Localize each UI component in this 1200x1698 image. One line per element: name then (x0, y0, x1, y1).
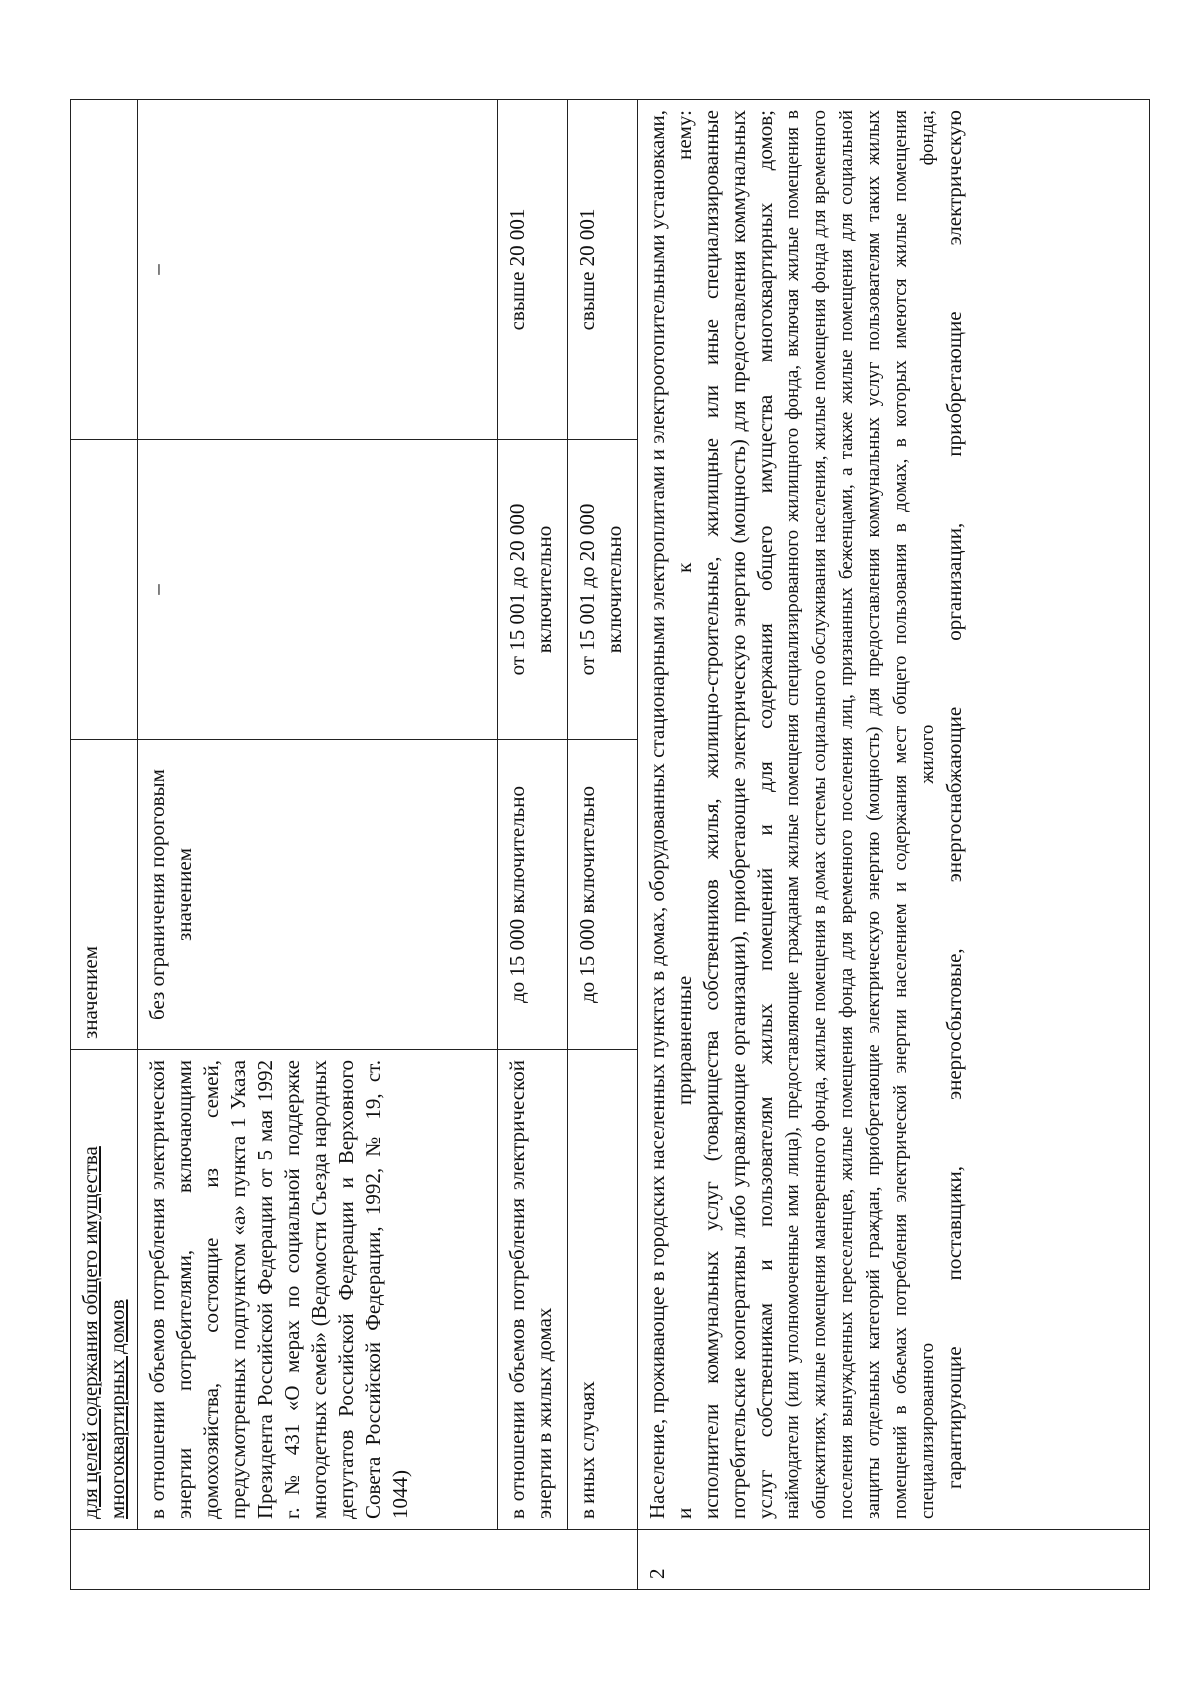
threshold-cell: без ограничения пороговым значением (138, 740, 498, 1050)
row-number-cell (71, 1530, 638, 1590)
table-row (138, 100, 498, 1590)
range-cell: от 15 001 до 20 000 включительно (568, 440, 638, 740)
table-row (638, 100, 1150, 1590)
condition-cell: для целей содержания общего имущества многоквартирных домов (71, 1050, 138, 1530)
range-cell (71, 440, 138, 740)
above-cell: свыше 20 001 (568, 100, 638, 440)
paragraph: исполнители коммунальных услуг (товарищества собственников жилья, жилищно-строительные, жилищные или иные специализированные потребительские кооперативы либо управляющие организации), приобретающие электрическую энергию (мощность) для предоставления коммунальных услуг собственникам и пользователям жилых помещений и для содержания общего имущества многоквартирных домов; (699, 110, 777, 1519)
condition-cell: в отношении объемов потребления электрической энергии потребителями, включающими домохозяйства, состоящие из семей, предусмотренных подпунктом «а» пункта 1 Указа Президента Российской Федерации от 5 мая 1992 г. № 431 «О мерах по социальной поддержке многодетных семей» (Ведомости Съезда народных депутатов Российской Федерации и Верховного Совета Российской Федерации, 1992, № 19, ст. 1044) (138, 1050, 498, 1530)
tariff-table (70, 99, 1150, 1590)
above-cell: свыше 20 001 (498, 100, 568, 440)
condition-cell: в отношении объемов потребления электрической энергии в жилых домах (498, 1050, 568, 1530)
threshold-cell: до 15 000 включительно (498, 740, 568, 1050)
condition-cell: в иных случаях (568, 1050, 638, 1530)
paragraph: Население, проживающее в городских населенных пунктах в домах, оборудованных стационарными электроплитами и электроотопительными установками, и приравненные к нему: (645, 110, 696, 1519)
table-row (568, 100, 638, 1590)
threshold-cell: значением (71, 740, 138, 1050)
threshold-cell: до 15 000 включительно (568, 740, 638, 1050)
description-cell (638, 100, 1150, 1530)
paragraph: наймодатели (или уполномоченные ими лица), предоставляющие гражданам жилые помещения специализированного жилищного фонда, включая жилые помещения в общежитиях, жилые помещения маневренного фонда, жилые помещения в домах системы социального обслуживания населения, жилые помещения фонда для временного поселения вынужденных переселенцев, жилые помещения фонда для временного поселения лиц, признанных беженцами, а также жилые помещения для социальной защиты отдельных категорий граждан, приобретающие электрическую энергию (мощность) для предоставления коммунальных услуг пользователям таких жилых помещений в объемах потребления электрической энергии населением и содержания мест общего пользования в домах, в которых имеются жилые помещения специализированного жилого фонда; (782, 110, 938, 1519)
paragraph: гарантирующие поставщики, энергосбытовые, энергоснабжающие организации, приобретающие электрическую (942, 110, 966, 1489)
range-cell: – (138, 440, 498, 740)
range-cell: от 15 001 до 20 000 включительно (498, 440, 568, 740)
row-number-cell: 2 (638, 1530, 1150, 1590)
above-cell: – (138, 100, 498, 440)
above-cell (71, 100, 138, 440)
rotated-page (70, 100, 1150, 1590)
table-row (71, 100, 138, 1590)
table-row (498, 100, 568, 1590)
